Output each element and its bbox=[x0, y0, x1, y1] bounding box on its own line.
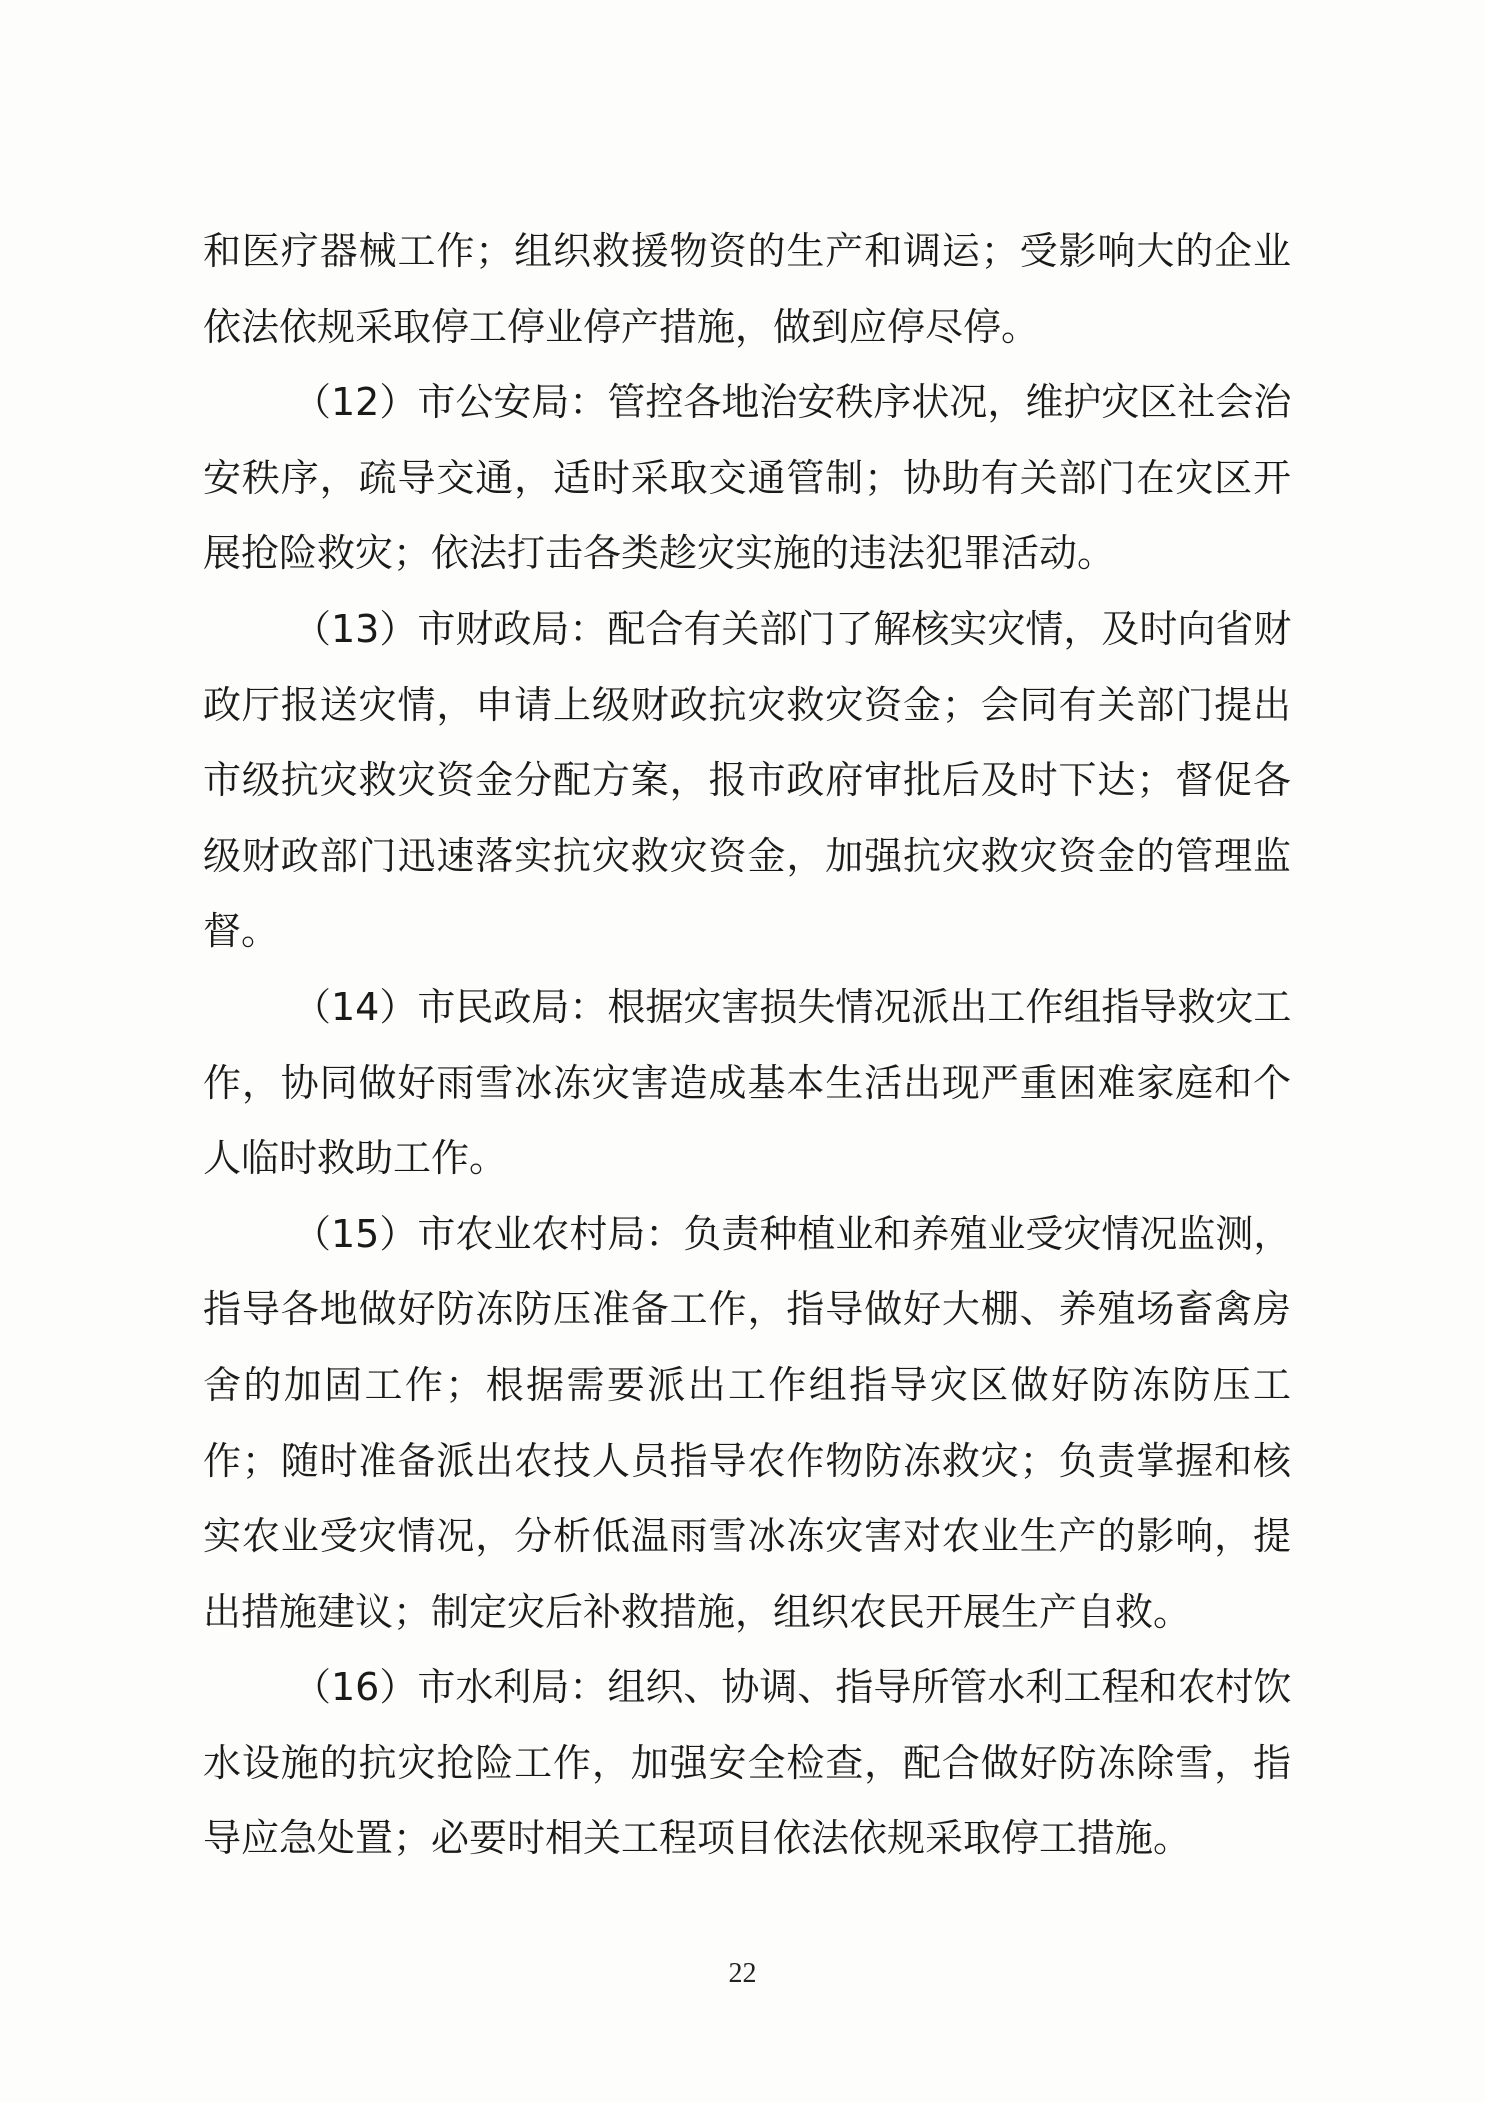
text-line: 出措施建议；制定灾后补救措施，组织农民开展生产自救。 bbox=[203, 1589, 1192, 1634]
body-text bbox=[203, 214, 1291, 1877]
text-line: 水设施的抗灾抢险工作，加强安全检查，配合做好防冻除雪，指 bbox=[203, 1740, 1291, 1785]
text-line: 依法依规采取停工停业停产措施，做到应停尽停。 bbox=[203, 304, 1040, 349]
text-line: （14）市民政局：根据灾害损失情况派出工作组指导救灾工 bbox=[293, 984, 1292, 1029]
page-number: 22 bbox=[728, 1958, 757, 1989]
text-line: 实农业受灾情况，分析低温雨雪冰冻灾害对农业生产的影响，提 bbox=[203, 1514, 1291, 1559]
text-line: 舍的加固工作；根据需要派出工作组指导灾区做好防冻防压工 bbox=[203, 1362, 1291, 1407]
text-line: 作；随时准备派出农技人员指导农作物防冻救灾；负责掌握和核 bbox=[203, 1438, 1291, 1483]
text-line: （15）市农业农村局：负责种植业和养殖业受灾情况监测， bbox=[293, 1211, 1292, 1256]
text-line: 级财政部门迅速落实抗灾救灾资金，加强抗灾救灾资金的管理监 bbox=[203, 833, 1291, 878]
text-line: （12）市公安局：管控各地治安秩序状况，维护灾区社会治 bbox=[293, 380, 1292, 425]
text-line: 作，协同做好雨雪冰冻灾害造成基本生活出现严重困难家庭和个 bbox=[203, 1060, 1291, 1105]
text-line: 指导各地做好防冻防压准备工作，指导做好大棚、养殖场畜禽房 bbox=[203, 1287, 1291, 1332]
text-line: 人临时救助工作。 bbox=[203, 1136, 508, 1181]
text-line: 展抢险救灾；依法打击各类趁灾实施的违法犯罪活动。 bbox=[203, 531, 1116, 576]
text-line: 和医疗器械工作；组织救援物资的生产和调运；受影响大的企业 bbox=[203, 229, 1291, 273]
text-line: 政厅报送灾情，申请上级财政抗灾救灾资金；会同有关部门提出 bbox=[203, 682, 1291, 727]
text-line: （13）市财政局：配合有关部门了解核实灾情，及时向省财 bbox=[293, 606, 1292, 651]
text-line: 导应急处置；必要时相关工程项目依法依规采取停工措施。 bbox=[203, 1816, 1192, 1861]
text-line: （16）市水利局：组织、协调、指导所管水利工程和农村饮 bbox=[293, 1665, 1292, 1710]
text-line: 市级抗灾救灾资金分配方案，报市政府审批后及时下达；督促各 bbox=[203, 758, 1291, 803]
text-line: 督。 bbox=[203, 909, 280, 954]
text-line: 安秩序，疏导交通，适时采取交通管制；协助有关部门在灾区开 bbox=[203, 455, 1291, 500]
